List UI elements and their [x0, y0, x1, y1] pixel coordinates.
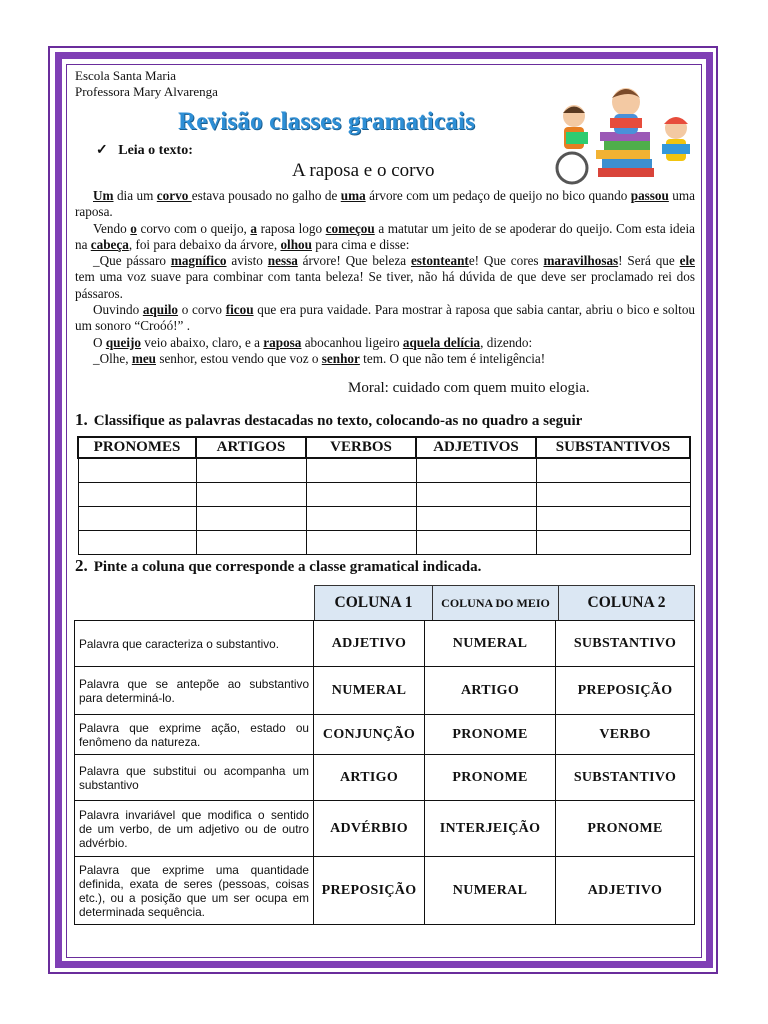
answer-cell[interactable] — [536, 507, 690, 531]
checkmark-icon: ✓ — [96, 143, 108, 158]
option-column-middle[interactable]: INTERJEIÇÃO — [425, 801, 556, 857]
child-right — [662, 117, 690, 161]
option-column-1[interactable]: ARTIGO — [314, 755, 425, 801]
column-header-table — [314, 585, 695, 621]
story-paragraph — [75, 335, 695, 351]
option-column-2[interactable]: SUBSTANTIVO — [556, 621, 695, 667]
option-column-2[interactable]: ADJETIVO — [556, 857, 695, 925]
answer-cell[interactable] — [416, 483, 536, 507]
option-column-1[interactable]: ADJETIVO — [314, 621, 425, 667]
highlighted-word: meu — [131, 350, 157, 366]
highlighted-word: olhou — [280, 236, 312, 252]
story-paragraph — [75, 188, 695, 221]
option-column-2[interactable]: SUBSTANTIVO — [556, 755, 695, 801]
story-text-segment: tem uma voz suave para combinar com tanta beleza! Se tiver, não há dúvida de que deve ser proclamado rei dos pássaros. — [75, 269, 695, 301]
story-text-segment: a matutar um jeito de se apoderar do queijo. Com esta ideia na — [75, 220, 695, 252]
story-text-segment: corvo com o queijo, — [136, 220, 251, 236]
row-description: Palavra invariável que modifica o sentido de um verbo, de um adjetivo ou de outro advérbio. — [75, 801, 314, 857]
row-description: Palavra que se antepõe ao substantivo para determiná-lo. — [75, 667, 314, 715]
highlighted-word: aquilo — [142, 302, 179, 318]
option-column-2[interactable]: VERBO — [556, 715, 695, 755]
story-paragraph — [75, 253, 695, 302]
option-column-2[interactable]: PREPOSIÇÃO — [556, 667, 695, 715]
story-paragraph — [75, 221, 695, 254]
story-text-segment: para cima e disse: — [311, 236, 410, 252]
highlighted-word: ficou — [225, 302, 254, 318]
answer-row — [78, 483, 690, 507]
story-text-segment: estava pousado no galho de — [191, 188, 341, 203]
highlighted-word: estonteant — [410, 253, 469, 269]
highlighted-word: nessa — [267, 253, 298, 269]
story-text-segment: e! Que cores — [468, 253, 544, 269]
header-substantivos: SUBSTANTIVOS — [536, 437, 690, 458]
child-left-wheelchair — [557, 105, 588, 183]
story-paragraph — [75, 302, 695, 335]
highlighted-word: a — [250, 220, 258, 236]
answer-cell[interactable] — [306, 507, 416, 531]
answer-cell[interactable] — [416, 458, 536, 483]
school-name: Escola Santa Maria — [75, 68, 177, 83]
child-center — [610, 88, 642, 134]
row-description: Palavra que substitui ou acompanha um substantivo — [75, 755, 314, 801]
highlighted-word: raposa — [263, 334, 302, 350]
highlighted-word: o — [130, 220, 137, 236]
story-text-segment: O — [93, 334, 106, 350]
answer-cell[interactable] — [536, 458, 690, 483]
read-instruction — [96, 142, 193, 159]
highlighted-word: cabeça — [90, 236, 129, 252]
header-adjetivos: ADJETIVOS — [416, 437, 536, 458]
teacher-name: Professora Mary Alvarenga — [75, 84, 218, 99]
children-reading-illustration — [550, 80, 700, 190]
option-column-middle[interactable]: PRONOME — [425, 755, 556, 801]
grammar-row — [75, 857, 695, 925]
story-text — [75, 188, 695, 367]
story-text-segment: , foi para debaixo da árvore, — [128, 236, 281, 252]
row-description: Palavra que exprime ação, estado ou fenômeno da natureza. — [75, 715, 314, 755]
answer-row — [78, 458, 690, 483]
question-2-text: Pinte a coluna que corresponde a classe gramatical indicada. — [93, 559, 482, 575]
question-1-number: 1. — [75, 410, 88, 429]
story-text-segment: veio abaixo, claro, e a — [141, 334, 264, 350]
option-column-1[interactable]: CONJUNÇÃO — [314, 715, 425, 755]
highlighted-word: ele — [679, 253, 695, 269]
option-column-1[interactable]: ADVÉRBIO — [314, 801, 425, 857]
story-text-segment: raposa logo — [257, 220, 326, 236]
option-column-1[interactable]: PREPOSIÇÃO — [314, 857, 425, 925]
grammar-row — [75, 667, 695, 715]
column-1-header: COLUNA 1 — [315, 586, 433, 621]
answer-cell[interactable] — [78, 483, 196, 507]
answer-cell[interactable] — [196, 507, 306, 531]
grammar-row — [75, 715, 695, 755]
answer-cell[interactable] — [78, 531, 196, 555]
header-verbos: VERBOS — [306, 437, 416, 458]
highlighted-word: senhor — [321, 350, 360, 366]
row-description: Palavra que caracteriza o substantivo. — [75, 621, 314, 667]
story-text-segment: abocanhou ligeiro — [301, 334, 403, 350]
story-text-segment: Ouvindo — [93, 302, 143, 318]
option-column-1[interactable]: NUMERAL — [314, 667, 425, 715]
highlighted-word: aquela delícia — [402, 334, 481, 350]
option-column-middle[interactable]: NUMERAL — [425, 857, 556, 925]
highlighted-word: Um — [93, 188, 114, 203]
story-text-segment: que era pura vaidade. Para mostrar à raposa que sabia cantar, abriu o bico e soltou um sonoro “Croóó!” . — [75, 302, 696, 334]
story-text-segment: , dizendo: — [480, 334, 533, 350]
page-title: Revisão classes gramaticais — [178, 108, 476, 135]
classification-header-row — [78, 437, 690, 458]
answer-cell[interactable] — [78, 458, 196, 483]
story-text-segment: ! Será que — [618, 253, 680, 269]
option-column-middle[interactable]: NUMERAL — [425, 621, 556, 667]
story-text-segment: Vendo — [93, 220, 131, 236]
grammar-row — [75, 755, 695, 801]
story-text-segment: senhor, estou vendo que voz o — [156, 350, 322, 366]
story-text-segment: tem. O que não tem é inteligência! — [359, 350, 546, 366]
answer-cell[interactable] — [306, 458, 416, 483]
highlighted-word: magnífico — [170, 253, 227, 269]
story-text-segment: árvore com um pedaço de queijo no bico quando — [365, 188, 631, 203]
highlighted-word: uma — [340, 188, 366, 203]
option-column-middle[interactable]: ARTIGO — [425, 667, 556, 715]
row-description: Palavra que exprime uma quantidade definida, exata de seres (pessoas, coisas etc.), ou a posição que um ser ocupa em determinada sequência. — [75, 857, 314, 925]
story-title: A raposa e o corvo — [292, 160, 435, 181]
column-2-header: COLUNA 2 — [559, 586, 695, 621]
story-text-segment: uma raposa. — [75, 188, 695, 220]
grammar-row — [75, 801, 695, 857]
moral-text: Moral: cuidado com quem muito elogia. — [348, 380, 590, 396]
school-header — [75, 68, 218, 100]
read-label: Leia o texto: — [118, 143, 193, 158]
header-pronomes: PRONOMES — [78, 437, 196, 458]
story-paragraph — [75, 351, 695, 367]
grammar-class-table — [74, 620, 695, 925]
book-stack — [596, 132, 654, 177]
question-2-number: 2. — [75, 556, 88, 575]
option-column-middle[interactable]: PRONOME — [425, 715, 556, 755]
highlighted-word: queijo — [105, 334, 141, 350]
answer-cell[interactable] — [196, 458, 306, 483]
header-artigos: ARTIGOS — [196, 437, 306, 458]
answer-cell[interactable] — [196, 531, 306, 555]
option-column-2[interactable]: PRONOME — [556, 801, 695, 857]
grammar-row — [75, 621, 695, 667]
story-text-segment: dia um — [113, 188, 157, 203]
answer-cell[interactable] — [536, 483, 690, 507]
question-2 — [75, 556, 481, 576]
answer-cell[interactable] — [306, 483, 416, 507]
column-middle-header: COLUNA DO MEIO — [433, 586, 559, 621]
question-1 — [75, 410, 582, 430]
story-text-segment: _Que pássaro — [93, 253, 171, 269]
answer-cell[interactable] — [78, 507, 196, 531]
story-text-segment: avisto — [226, 253, 268, 269]
story-text-segment: o corvo — [178, 302, 226, 318]
answer-cell[interactable] — [196, 483, 306, 507]
highlighted-word: passou — [630, 188, 669, 203]
answer-cell[interactable] — [536, 531, 690, 555]
highlighted-word: maravilhosas — [543, 253, 619, 269]
answer-row — [78, 507, 690, 531]
classification-table — [77, 436, 691, 555]
column-header-row — [315, 586, 695, 621]
highlighted-word: começou — [325, 220, 375, 236]
answer-cell[interactable] — [306, 531, 416, 555]
story-text-segment: _Olhe, — [93, 350, 132, 366]
highlighted-word: corvo — [156, 188, 192, 203]
question-1-text: Classifique as palavras destacadas no texto, colocando-as no quadro a seguir — [93, 413, 583, 429]
story-text-segment: árvore! Que beleza — [297, 253, 411, 269]
answer-cell[interactable] — [416, 507, 536, 531]
answer-row — [78, 531, 690, 555]
answer-cell[interactable] — [416, 531, 536, 555]
